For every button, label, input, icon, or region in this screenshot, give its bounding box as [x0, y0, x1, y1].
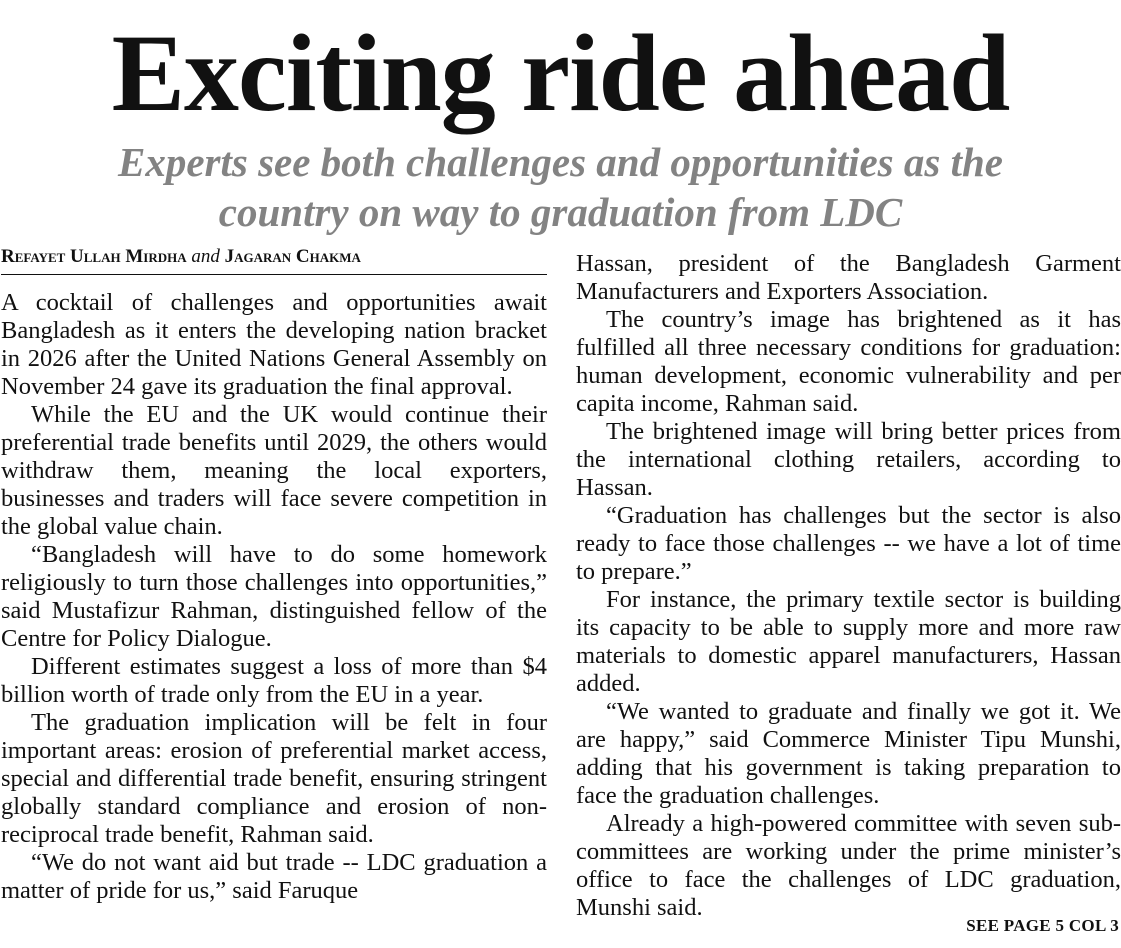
article-paragraph: Different estimates suggest a loss of more than $4 billion worth of trade only from the EU in a year.: [1, 653, 547, 708]
headline: Exciting ride ahead: [111, 12, 1010, 134]
subheadline-line-1: Experts see both challenges and opportunities as the: [117, 139, 1003, 185]
byline: [1, 244, 547, 275]
byline-author-1: Refayet Ullah Mirdha: [1, 246, 187, 267]
article-paragraph: The country’s image has brightened as it has fulfilled all three necessary conditions for graduation: human development, economic vulnerability and per capita income, Rahman said.: [576, 306, 1121, 417]
jump-line: SEE PAGE 5 COL 3: [966, 916, 1119, 935]
article-paragraph: The graduation implication will be felt in four important areas: erosion of preferential market access, special and differential trade benefit, ensuring stringent globally standard compliance and erosion of non-reciprocal trade benefit, Rahman said.: [1, 709, 547, 848]
article-paragraph: The brightened image will bring better prices from the international clothing retailers, according to Hassan.: [576, 418, 1121, 501]
byline-conjunction: and: [191, 246, 220, 267]
article-column-left: [1, 244, 547, 905]
article-paragraph-continued: Hassan, president of the Bangladesh Garment Manufacturers and Exporters Association.: [576, 250, 1121, 305]
article-paragraph: For instance, the primary textile sector is building its capacity to be able to supply more and more raw materials to domestic apparel manufacturers, Hassan added.: [576, 586, 1121, 697]
article-paragraph: “Graduation has challenges but the sector is also ready to face those challenges -- we have a lot of time to prepare.”: [576, 502, 1121, 585]
article-paragraph: “We do not want aid but trade -- LDC graduation a matter of pride for us,” said Faruque: [1, 849, 547, 904]
article-paragraph: “We wanted to graduate and finally we got it. We are happy,” said Commerce Minister Tipu Munshi, adding that his government is taking preparation to face the graduation challenges.: [576, 698, 1121, 809]
subheadline-line-2: country on way to graduation from LDC: [218, 189, 903, 235]
article-paragraph: A cocktail of challenges and opportunities await Bangladesh as it enters the developing nation bracket in 2026 after the United Nations General Assembly on November 24 gave its graduation the final approval.: [1, 289, 547, 400]
article-paragraph: “Bangladesh will have to do some homework religiously to turn those challenges into opportunities,” said Mustafizur Rahman, distinguished fellow of the Centre for Policy Dialogue.: [1, 541, 547, 652]
article-paragraph: Already a high-powered committee with seven sub-committees are working under the prime minister’s office to face the challenges of LDC graduation, Munshi said.: [576, 810, 1121, 921]
subheadline: [20, 137, 1101, 237]
byline-author-2: Jagaran Chakma: [224, 246, 361, 267]
article-column-right: [576, 250, 1121, 922]
article-paragraph: While the EU and the UK would continue their preferential trade benefits until 2029, the others would withdraw them, meaning the local exporters, businesses and traders will face severe competition in the global value chain.: [1, 401, 547, 540]
